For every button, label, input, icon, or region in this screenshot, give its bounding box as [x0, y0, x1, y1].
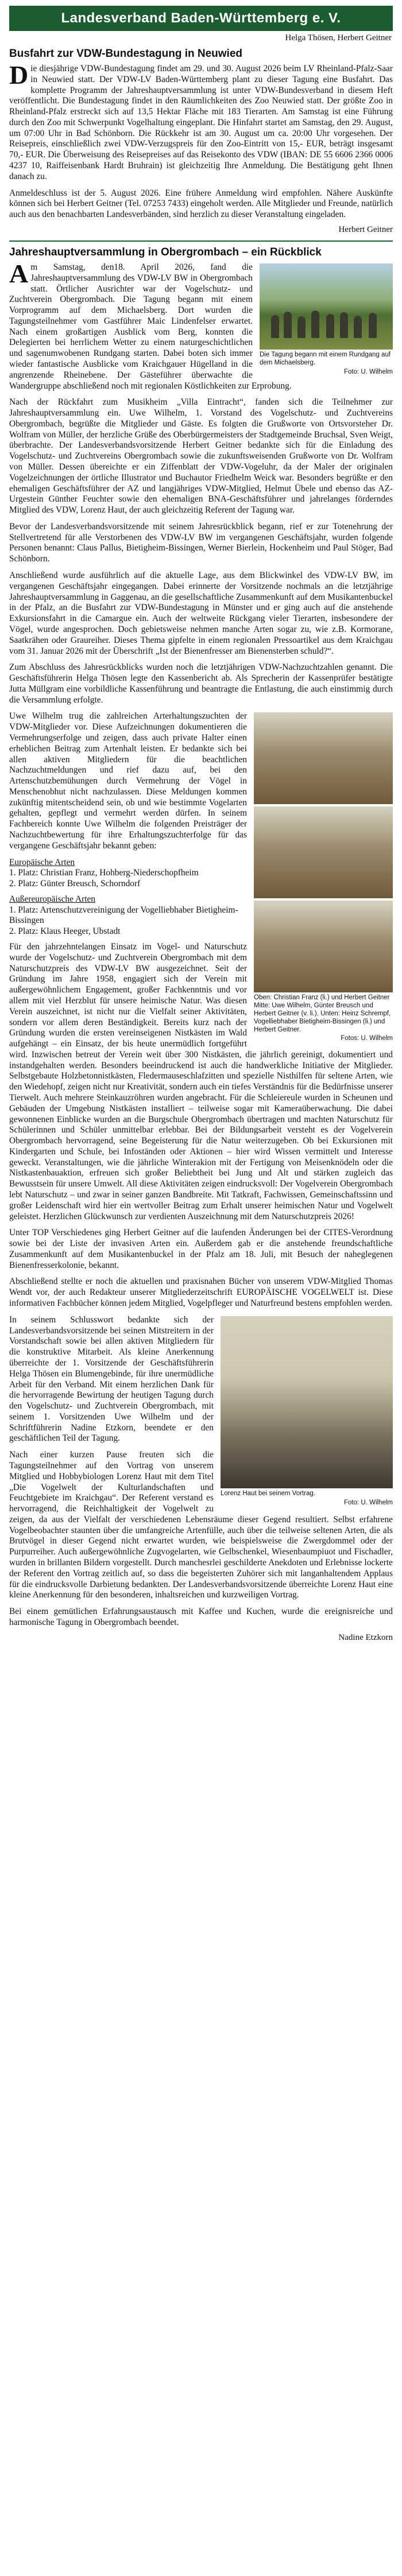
article2-paragraph: Bei einem gemütlichen Erfahrungsaustausch mit Kaffee und Kuchen, wurde die ereignisreiche und harmonische Tagung in Obergrombach beendet. — [9, 1607, 393, 1627]
figure-caption: Lorenz Haut bei seinem Vortrag. — [221, 1489, 315, 1497]
article2-paragraph: Uwe Wilhelm trug die zahlreichen Arterhaltungszuchten der VDW-Mitglieder vor. Diese Aufzeichnungen dokumentieren die Vermehrungserfolge und zeigen, dass auch private Halter einen erheblichen Beitrag zum Artenhalt leisten. Er bedankte sich bei allen aktiven Mitgliedern für die beachtlichen Nachzuchtmeldungen und rief dazu auf, bei den Artenschutzbemühungen durch Vermehrung der Vögel in Menschenobhut nicht nachzulassen. Diese Meldungen kommen zukünftig mitentscheidend sein, ob und wie bestimmte Vogelarten gehalten, gepflegt und vermehrt werden dürfen. In seinem Fachbereich konnte Uwe Wilhelm die folgenden Preisträger der Nachzuchtbewertung für ihre Erhaltungszuchterfolge für das vergangene Geschäftsjahr bekannt geben: — [9, 711, 247, 851]
list-item: 1. Platz: Christian Franz, Hohberg-Niederschopfheim — [9, 868, 199, 878]
masthead: Landesverband Baden-Württemberg e. V. — [9, 6, 393, 31]
list-title-non-european: Außereuropäische Arten — [9, 894, 95, 904]
authors-line: Helga Thösen, Herbert Geitner — [285, 33, 392, 42]
list-item: 1. Platz: Artenschutzvereinigung der Vogelliebhaber Bietigheim-Bissingen — [9, 905, 238, 926]
article2-signature: Nadine Etzkorn — [338, 1632, 393, 1642]
article2-paragraph: Unter TOP Verschiedenes ging Herbert Geitner auf die laufenden Änderungen bei der CITES-Verordnung sowie bei der Liste der invasiven Arten ein. Außerdem gab er die anstehende freundschaftliche Zusammenkunft auf dem Musikantenbuckel in der Pfalz am 18. Juli, mit Besuch der naheglegenen Bienenfresserkolonie, bekannt. — [9, 1228, 393, 1270]
list-item: 2. Platz: Klaus Heeger, Ubstadt — [9, 926, 121, 937]
figure-credit: Foto: U. Wilhelm — [344, 1499, 393, 1506]
list-item: 2. Platz: Günter Breusch, Schorndorf — [9, 879, 141, 889]
article2-paragraph: Abschließend stellte er noch die aktuellen und praxisnahen Bücher von unserem VDW-Mitglied Thomas Wendt vor, der auch Redakteur unserer Mitgliederzeitschrift EUROPÄISCHE VOGELWELT ist. Diese informativen Fachbücher können jedem Mitglied, Vogelpfleger und Naturfreund bestens empfohlen werden. — [9, 1277, 393, 1309]
photo-award-top — [254, 712, 393, 804]
article2-title: Jahreshauptversammlung in Obergrombach – ein Rückblick — [9, 246, 322, 258]
article2-paragraph: Zum Abschluss des Jahresrückblicks wurden noch die letztjährigen VDW-Nachzuchtzahlen genannt. Die Geschäftsführerin Helga Thösen legte den Kassenbericht ab. Als Sprecherin der Kassenprüfer bestätigte Jutta Müllgram eine vorbildliche Kassenführung und beantragte die Entlastung, die auch einstimmig durch die Versammlung erfolgte. — [9, 662, 393, 705]
figure-caption: Die Tagung begann mit einem Rundgang auf dem Michaelsberg. — [260, 351, 391, 366]
figure-credit: Foto: U. Wilhelm — [344, 368, 393, 375]
article2-paragraph: Bevor der Landesverbandsvorsitzende mit seinem Jahresrückblick begann, rief er zur Totenehrung der Stellvertretend für alle Verstorbenen des VDW-LV BW im vergangenen Geschäftsjahr, wurden folgende Personen benannt: Claus Pallus, Bietigheim-Bissingen, Werner Bierlein, Hockenheim und Paul Stöger, Bad Schönborn. — [9, 521, 393, 564]
article1-signature: Herbert Geitner — [338, 224, 393, 234]
figure-lecture — [221, 1316, 393, 1506]
article2-paragraph: Für den jahrzehntelangen Einsatz im Vogel- und Naturschutz wurde der Vogelschutz- und Zuchtverein Obergrombach mit dem Naturschutzpreis des VDW-LV BW ausgezeichnet. Seit der Gründung im Jahre 1958, engagiert sich der Verein mit außergewöhnlichem Engagement, großer Fachkenntnis und vor allem mit viel Herzblut für unsere heimische Natur. Was diesen Verein auszeichnet, ist nicht nur die Vielfalt seiner Aktivitäten, sondern vor allem deren Beständigkeit. Bereits kurz nach der Gründung wurden die ersten vereinseigenen Nistkästen im Wald aufgehängt – ein Einsatz, der bis heute unermüdlich fortgeführt wird. Inzwischen betreut der Verein weit über 300 Nistkästen, die jährlich gereinigt, dokumentiert und instandgehalten werden. Besonders beeindruckend ist auch die handwerkliche Initiative der Mitglieder. Selbstgebaute Holzbetonnistkästen, Fledermauseschlafzitten und spezielle Nisthilfen für seltene Arten, wie den Wiedehopf, zeigen nicht nur Kreativität, sondern auch ein tiefes Verständnis für die Bedürfnisse unserer Tierwelt. Auch mehrere Steinkauzröhren wurden angebracht. Für die Schleiereule wurden in Scheunen und Gebäuden der Umgebung Nistkästen installiert – teilweise sogar mit Kameraüberwachung. Die dabei gewonnenen Einblicke wurden an die Burgschule Obergrombach übertragen und machten Naturschutz für Schülerinnen und Schüler unmittelbar erlebbar. Bei der Bildungsarbeit versteht es der Vogelverein Obergrombach hervorragend, seine Begeisterung für die Natur weiterzugeben. Ob bei Exkursionen mit Kindergarten und Schule, bei Infoständen oder Aktionen – hier wird Wissen vermittelt und Interesse geweckt. Veranstaltungen, wie die jährliche Winterakion mit der Fertigung von Meisenknödeln oder die Nistkastenbauaktion, erfreuen sich großer Beliebtheit bei Jung und Alt und stärken zugleich das Bewusstsein für unsere Umwelt. All diese Aktivitäten zeigen eindrucksvoll: Der Vogelverein Obergrombach lebt Naturschutz – und zwar in seiner ganzen Bandbreite. Mit Tatkraft, Fachwissen, Gemeinschaftssinn und großer Leidenschaft wird hier ein wertvoller Beitrag zum Erhalt unserer heimischen Natur und Vogelwelt geleistet. Herzlichen Glückwunsch zur verdienten Auszeichnung mit dem Naturschutzpreis 2026! — [9, 942, 393, 1221]
page — [9, 0, 393, 1643]
article2-paragraph: In seinem Schlusswort bedankte sich der Landesverbandsvorsitzende bei seinen Mitstreitern in der Vorstandschaft sowie bei allen aktiven Mitgliedern für die konstruktive Mitarbeit. Als kleine Anerkennung überreichte der 1. Vorsitzende der Geschäftsführerin Helga Thösen ein Blumengebinde, für ihre unermüdliche Arbeit für den Verband. Mit einem herzlichen Dank für die hervorragende Bewirtung der heutigen Tagung durch den Vogelschutz- und Zuchtverein Obergrombach, mit seinem 1. Vorsitzenden Uwe Wilhelm und der Schriftführerin Nadine Etzkorn, beendete er den geschäftlichen Teil der Tagung. — [9, 1314, 214, 1444]
article2-paragraph: Nach einer kurzen Pause freuten sich die Tagungsteilnehmer auf den Vortrag von unserem Mitglied und Hobbybiologen Lorenz Haut mit dem Titel „Die Vogelwelt der Kulturlandschaften und Feuchtgebiete im Kraichgau“. Der Referent verstand es hervorragend, die Reichhaltigkeit der Vogelwelt zu zeigen, da aus der Vielfalt der verschiedenen Lebensräume dieser Gegend resultiert. Selbst erfahrene Vogelbeobachter staunten über die umfangreiche Artenfülle, auch über die teilweise seltenen Arten, die als Brutvögel in dieser Gegend nicht erwartet wurden, wie beispielsweise die Zwergdommel oder der Purpurreiher. Auch außergewöhnliche Zugvogelarten, wie Gelbschenkel, Wiesenbaumpiuot und Fischadler, wurden in brillanten Bildern vorgestellt. Durch manchesrlei geschilderte Anekdoten und Erlebnisse lockerte der Referent den Vortrag zeitlich auf, so dass die begeisterten Zuhörer sich mit langanhaltendem Applaus für die eindrucksvolle Darbietung bedankten. Der Landesverbandsvorsitzende überreichte Lorenz Haut eine kleine Anerkennung für den besonderen, inhaltsreichen und kurzweiligen Vortrag. — [9, 1450, 393, 1600]
photo-lorenz-haut — [221, 1316, 393, 1488]
article2-paragraph: Am Samstag, den18. April 2026, fand die Jahreshauptversammlung des VDW-LV BW in Obergrombach statt. Örtlicher Ausrichter war der Vogelschutz- und Zuchtverein Obergrombach. Die Tagung begann mit einem Vorprogramm auf dem Michaelsberg. Dort wurden die Tagungsteilnehmer vom Gastführer Maic Lindenfelser erwartet. Nach einem großartigen Ausblick vom Berg, konnten die Delegierten bei herrlichem Wetter zu einem naturgeschichtlichen und sagenumwobenen Rundgang starten. Dabei boten sich immer wieder fantastische Ausblicke vom Kraichgauer Hügelland in die angrenzende Rheinebene. Der Gästeführer überwachte die Wandergruppe abschließend noch mit regionalen Köstlichkeiten zur Erprobung. — [9, 258, 292, 391]
article1-title: Busfahrt zur VDW-Bundestagung in Neuwied — [9, 48, 243, 60]
figure-award-winners — [254, 712, 393, 1042]
photo-group-people — [260, 304, 393, 338]
photo-award-middle — [254, 806, 393, 898]
photo-award-bottom — [254, 901, 393, 992]
article1-paragraph: Anmeldeschluss ist der 5. August 2026. Eine frühere Anmeldung wird empfohlen. Nähere Auskünfte können sich bei Herbert Geitner (Tel. 07253 7433) eingeholt werden. Alle Mitglieder und Freunde, natürlich auch aus den benachbarten Landesverbänden, sind herzlich zu dieser Veranstaltung eingeladen. — [9, 188, 393, 220]
figure-caption: Oben: Christian Franz (li.) und Herbert Geitner Mitte: Uwe Wilhelm, Günter Breusch und Herbert Geitner (v. li.). Unten: Heinz Schrempf, Vogelliebhaber Bietigheim-Bissingen (li.) und Herbert Geitner. — [254, 994, 391, 1033]
photo-michaelsberg-group — [260, 263, 393, 350]
article1-paragraph: Die diesjährige VDW-Bundestagung findet am 29. und 30. August 2026 beim LV Rheinland-Pfalz-Saar in Neuwied statt. Der VDW-LV Baden-Württemberg plant zu dieser Tagung eine Busfahrt. Das komplette Programm der Jahreshauptversammlung ist unter VDW-Bundesverband in diesem Heft veröffentlicht. Die Bundestagung findet in den Räumlichkeiten des Zoo Neuwied statt. Der größte Zoo in Rheinland-Pfalz erstreckt sich auf 13,5 Hektar Fläche mit 183 Tierarten. Am Samstag ist eine Führung durch den Zoo mit Schwerpunkt Vogelhaltung eingeplant. Die Hinfahrt startet am Samstag, den 29. August, um 07:00 Uhr in Bad Schönborn. Die Rückkehr ist am 30. August um ca. 20:00 Uhr vorgesehen. Der Reisepreis, einschließlich zwei VDW-Verzugspreis für den Zoo-Eintritt von 15,- EUR, beträgt insgesamt 70,- EUR. Die Überweisung des Reisepreises auf das Reisekonto des VDW (IBAN: DE 55 6606 2366 0006 4237 10, Raiffeisenbank Hardt Bruhrain) ist gleichzeitig Ihre Anmeldung. Die Bestätigung geht Ihnen danach zu. — [9, 60, 393, 181]
list-title-european: Europäische Arten — [9, 857, 75, 867]
article2-paragraph: Anschließend wurde ausführlich auf die aktuelle Lage, aus dem Blickwinkel des VDW-LV BW, im vergangenen Geschäftsjahr eingegangen. Dabei erinnerte der Vorsitzende nochmals an die letztjährige Jahreshauptversammlung in Gaggenau, an die gesellschaftliche Zusammenkunft auf dem Musikantenbuckel in der Pfalz, an die Busfahrt zur VDW-Bundestagung in Münster und er ging auch auf die anstehende Exkursionsfahrt in die Camargue ein. Auch der weltweite Rückgang vieler Tierarten, insbesondere der Vögel, wurde angesprochen. Doch gebietsweise nehmen manche Arten sogar zu, wie z.B. Kormorane, Saatkrähen oder Graureiher. Dieses Thema gipfelte in einem regionalen Pressoartikel aus dem Kraichgau vom 31. Januar 2026 mit der Überschrift „Ist der Bienenfresser am Bienensterben schuld?“. — [9, 571, 393, 656]
article-separator — [9, 240, 393, 242]
article2-paragraph: Nach der Rückfahrt zum Musikheim „Villa Eintracht“, fanden sich die Teilnehmer zur Jahreshauptversammlung ein. Uwe Wilhelm, 1. Vorstand des Vogelschutz- und Zuchtvereins Obergrombach, begrüßte die Mitglieder und Gäste. Es folgten die Grußworte von Ortsvorsteher Dr. Wolfram von Müller, der herzliche Grüße des Oberbürgermeisters der Stadtgemeinde Bruchsal, Sven Weigt, überbrachte. Der Landesverbandsvorsitzende Herbert Geitner bedankte sich für die Einladung des Vogelschutz- und Zuchtvereins Obergrombach sowie die zukunftsweisenden Grußworte von Dr. Wolfram von Müller. Dessen übereichte er ein Ziffenblatt der VDW-Vogeluhr, da der Maler der originalen Vogelzeichnungen der örtliche Illustrator und Buchautor Friedhelm Weick war. Besonders begrüßte er den ehemaligen Geschäftsführer der AZ und langjähriges VDW-Mitglied, Helmut Übele und ebenso das AZ-Urgestein Günther Feuchter sowie den ehemaligen BNA-Geschäftsführer und jahrelanges förderndes Mitglied des VDW, Lorenz Haut, der auch gleichzeitig Referent der Tagung war. — [9, 397, 393, 515]
figure-credit: Fotos: U. Wilhelm — [341, 1035, 393, 1042]
figure-michaelsberg — [260, 263, 393, 375]
